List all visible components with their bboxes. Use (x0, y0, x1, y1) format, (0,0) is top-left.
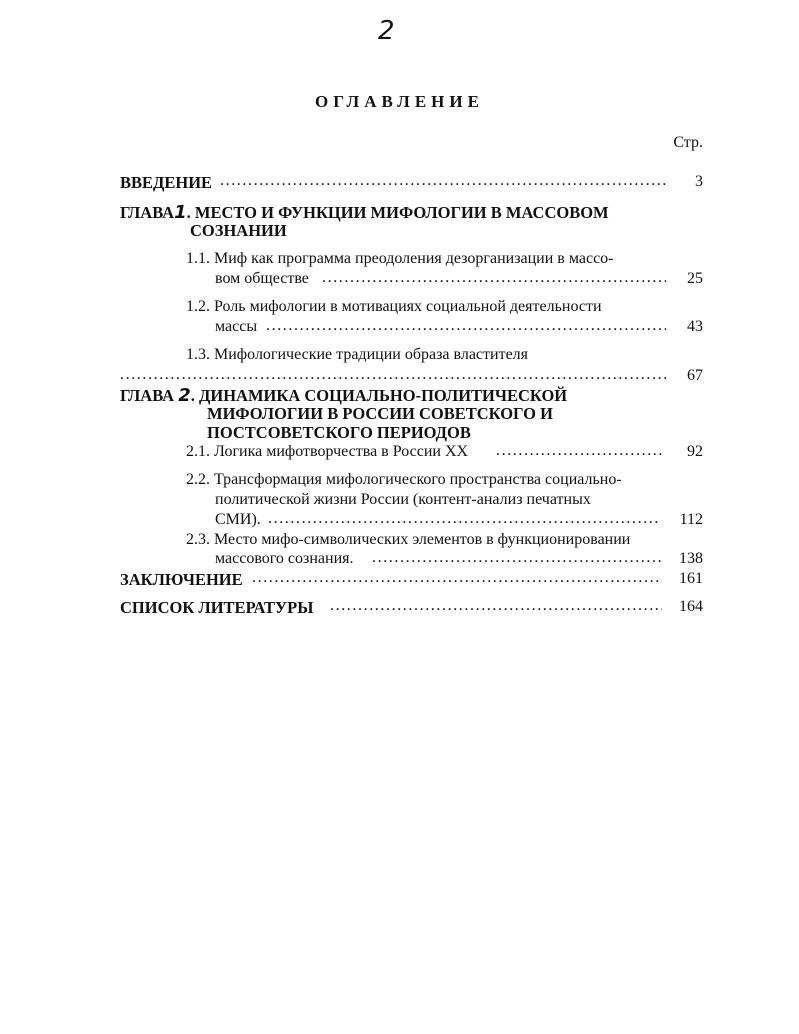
chapter-heading (120, 202, 609, 223)
page-number: 2 (378, 16, 395, 46)
leader-dots (220, 172, 666, 190)
section-title-continued: массового сознания. (215, 550, 354, 567)
leader-dots (266, 317, 666, 335)
toc-page: 43 (687, 318, 703, 335)
leader-dots (252, 569, 662, 587)
leader-dots (268, 510, 660, 528)
leader-dots (330, 597, 662, 615)
chapter-title-continued: ПОСТСОВЕТСКОГО ПЕРИОДОВ (207, 423, 471, 442)
section-title-continued: массы (215, 318, 258, 335)
leader-dots (120, 366, 666, 384)
toc-page: 164 (679, 598, 703, 615)
section-title: 2.1. Логика мифотворчества в России XX (186, 443, 469, 460)
section-title: 1.2. Роль мифологии в мотивациях социальной деятельности (186, 298, 602, 315)
toc-page: 138 (679, 550, 703, 567)
chapter-title: . МЕСТО И ФУНКЦИИ МИФОЛОГИИ В МАССОВОМ (186, 203, 609, 222)
chapter-number: 1 (174, 202, 187, 223)
toc-label: СПИСОК ЛИТЕРАТУРЫ (120, 598, 314, 617)
section-title: 2.2. Трансформация мифологического пространства социально- (186, 471, 622, 488)
leader-dots (496, 442, 664, 460)
toc-page: 161 (679, 570, 703, 587)
section-title: 1.1. Миф как программа преодоления дезорганизации в массо- (186, 250, 614, 267)
section-title: 1.3. Мифологические традиции образа властителя (186, 346, 529, 363)
page-column-header: Стр. (673, 134, 703, 151)
chapter-heading (120, 385, 567, 406)
chapter-number: 2 (178, 385, 191, 406)
toc-page: 92 (687, 443, 703, 460)
leader-dots (322, 269, 666, 287)
toc-page: 112 (679, 511, 703, 528)
leader-dots (372, 549, 662, 567)
chapter-title: . ДИНАМИКА СОЦИАЛЬНО-ПОЛИТИЧЕСКОЙ (190, 386, 568, 405)
toc-page: 67 (687, 367, 703, 384)
chapter-prefix: ГЛАВА (120, 386, 175, 405)
toc-label: ВВЕДЕНИЕ (120, 173, 213, 192)
chapter-prefix: ГЛАВА (120, 203, 175, 222)
chapter-title-continued: СОЗНАНИИ (190, 221, 287, 240)
section-title-continued: вом обществе (215, 270, 309, 287)
toc-label: ЗАКЛЮЧЕНИЕ (120, 570, 243, 589)
page-title: ОГЛАВЛЕНИЕ (315, 92, 484, 111)
section-title-continued: политической жизни России (контент-анализ печатных (215, 491, 591, 508)
section-title: 2.3. Место мифо-символических элементов в функционировании (186, 531, 631, 548)
toc-page: 3 (695, 173, 703, 190)
chapter-title-continued: МИФОЛОГИИ В РОССИИ СОВЕТСКОГО И (207, 404, 553, 423)
toc-page: 25 (687, 270, 703, 287)
section-title-continued: СМИ). (215, 511, 261, 528)
